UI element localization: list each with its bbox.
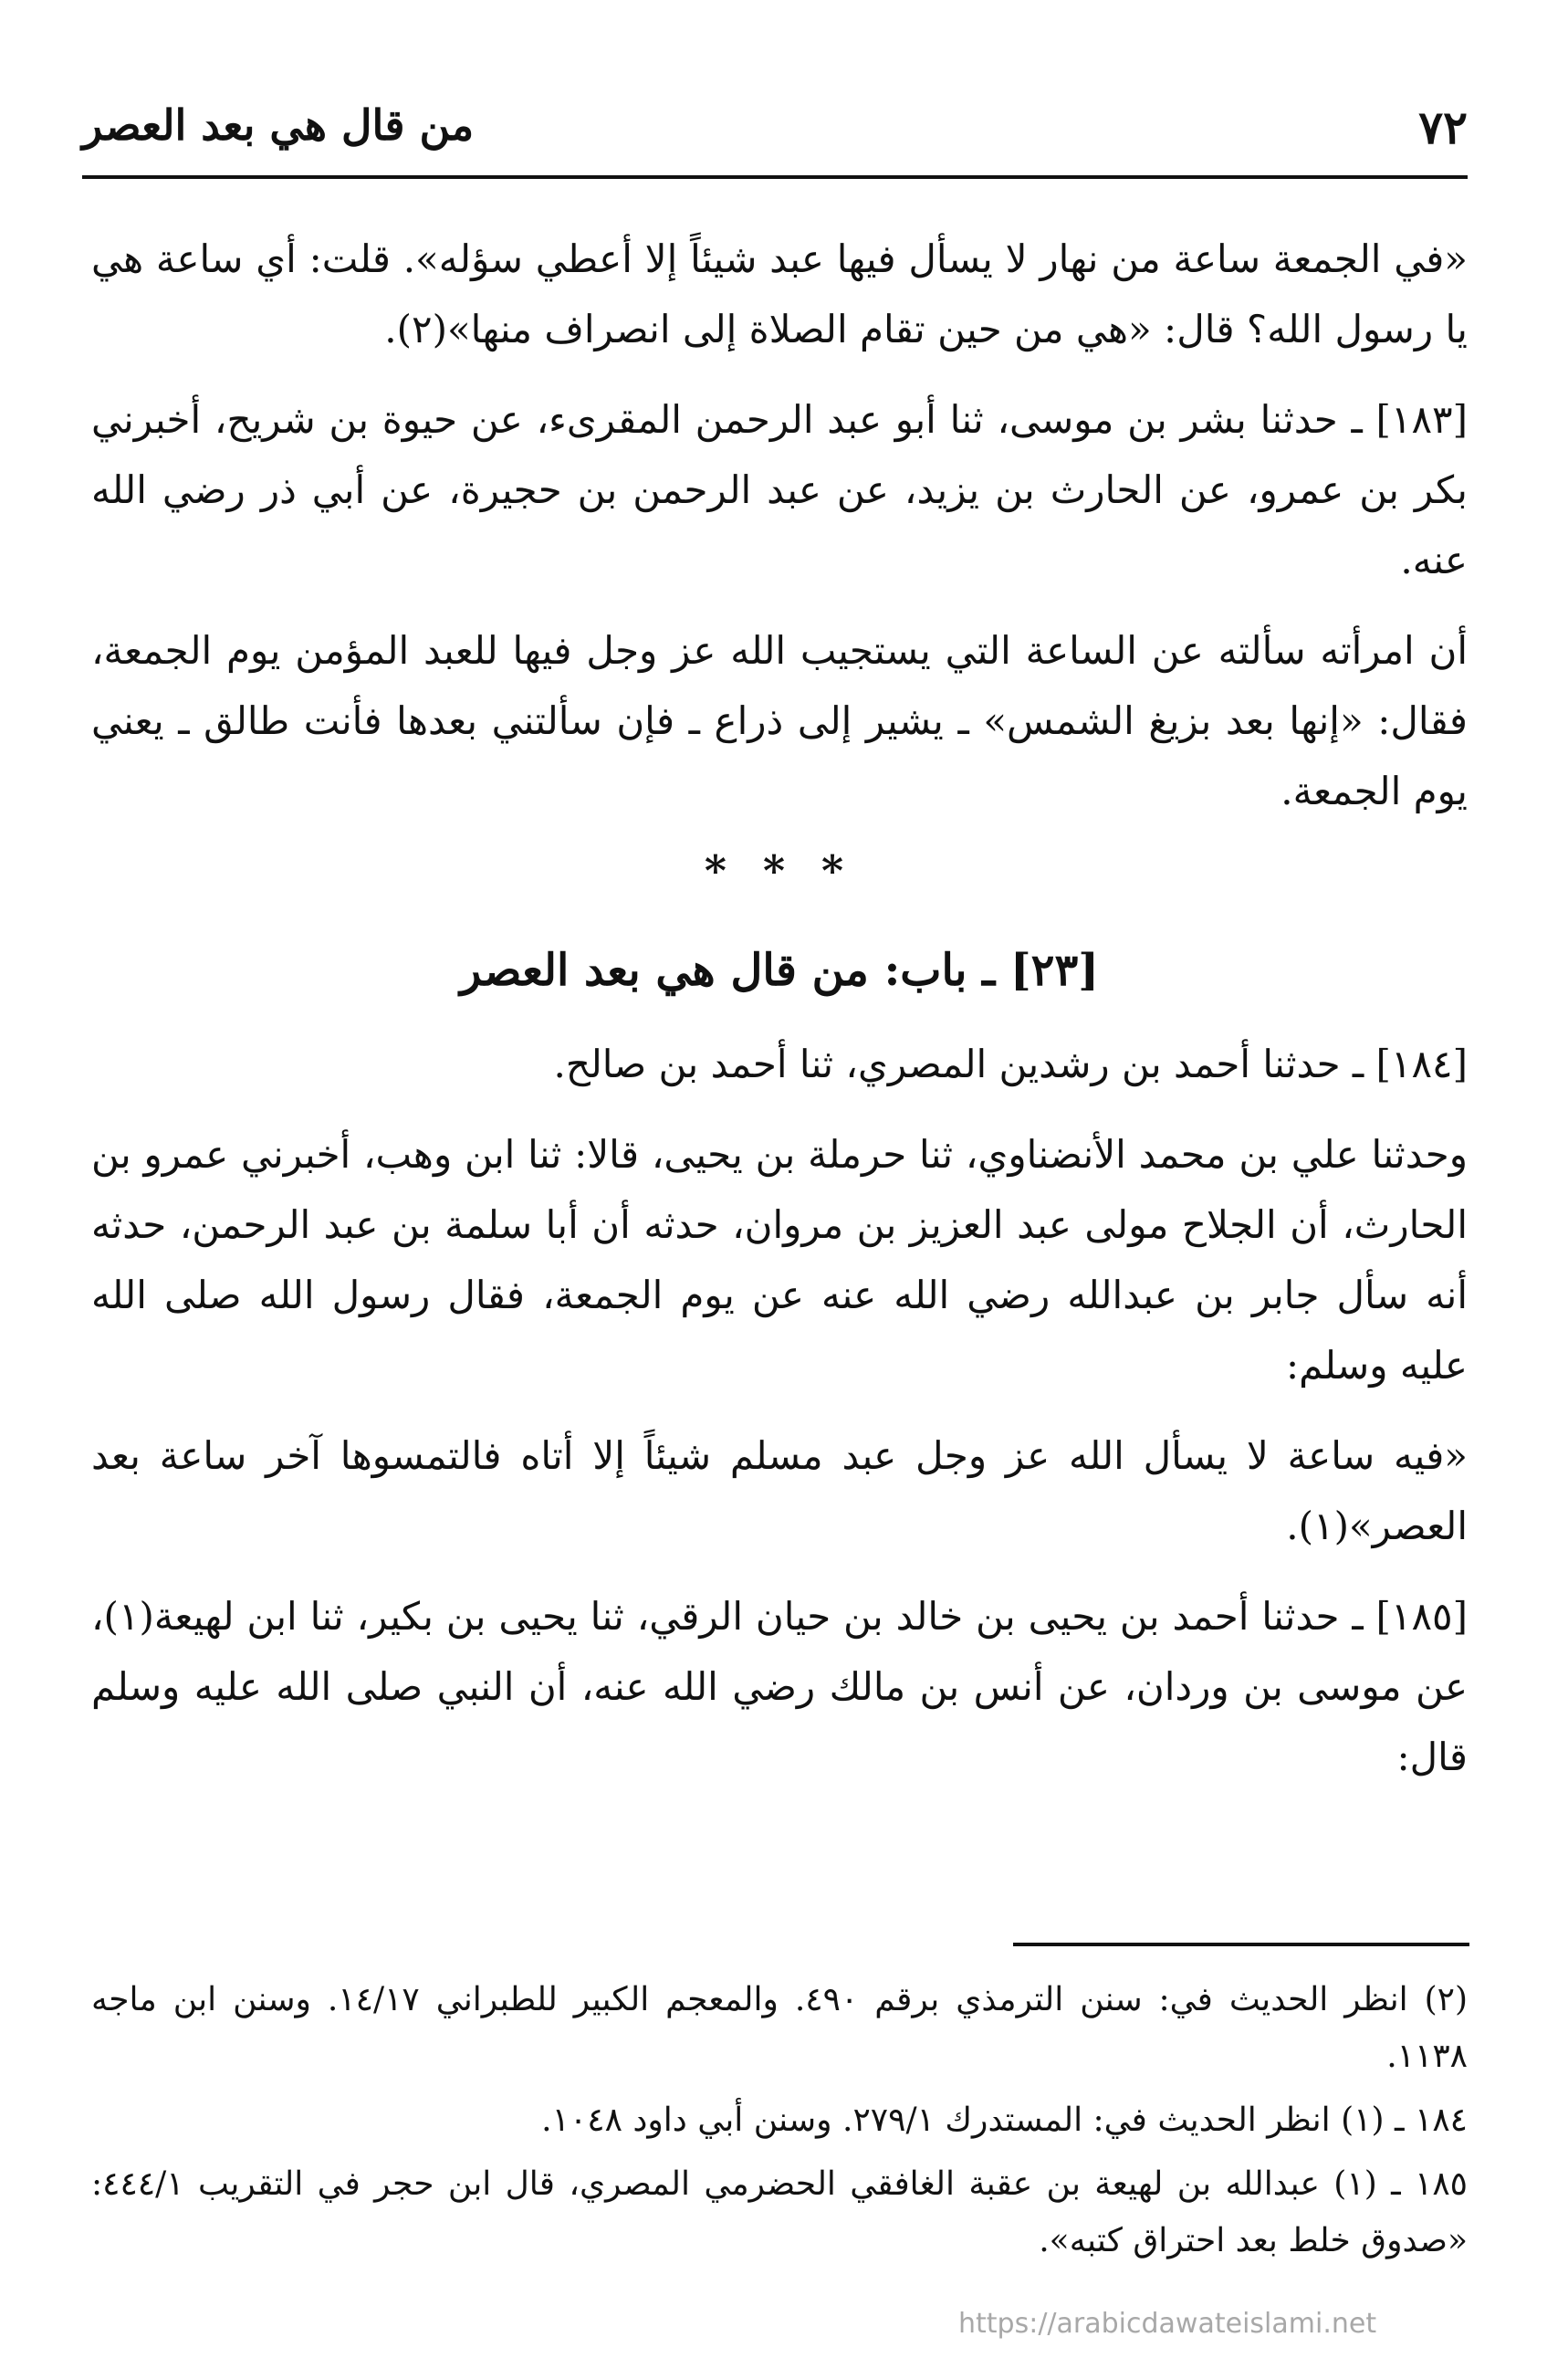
hadith-text-continuation: «في الجمعة ساعة من نهار لا يسأل فيها عبد شيئاً إلا أعطي سؤله». قلت: أي ساعة هي يا رسول الله؟ قال: «هي من حين تقام الصلاة إلى انصراف منها»(٢). [91,236,1468,351]
hadith-183-isnad: [١٨٣] ـ حدثنا بشر بن موسى، ثنا أبو عبد الرحمن المقرىء، عن حيوة بن شريح، أخبرني بكر بن عمرو، عن الحارث بن يزيد، عن عبد الرحمن بن حجيرة، عن أبي ذر رضي الله عنه. [91,397,1468,582]
hadith-183-matn: أن امرأته سألته عن الساعة التي يستجيب الله عز وجل فيها للعبد المؤمن يوم الجمعة، فقال: «إنها بعد بزيغ الشمس» ـ يشير إلى ذراع ـ فإن سألتني بعدها فأنت طالق ـ يعني يوم الجمعة. [91,628,1468,813]
hadith-184-matn: «فيه ساعة لا يسأل الله عز وجل عبد مسلم شيئاً إلا أتاه فالتمسوها آخر ساعة بعد العصر»(١). [91,1433,1468,1548]
hadith-184-isnad-continued: وحدثنا علي بن محمد الأنضناوي، ثنا حرملة بن يحيى، قالا: ثنا ابن وهب، أخبرني عمرو بن الحارث، أن الجلاح مولى عبد العزيز بن مروان، حدثه أن أبا سلمة بن عبد الرحمن، حدثه أنه سأل جابر بن عبدالله رضي الله عنه عن يوم الجمعة، فقال رسول الله صلى الله عليه وسلم: [91,1132,1468,1388]
header-divider [82,175,1468,179]
chapter-title: [٢٣] ـ باب: من قال هي بعد العصر [460,945,1099,996]
watermark-url: https://arabicdawateislami.net [958,2308,1377,2340]
footnote-2: ١٨٤ ـ (١) انظر الحديث في: المستدرك ٢٧٩/١. وسنن أبي داود ١٠٤٨. [541,2101,1468,2139]
main-text [91,224,1468,1812]
footnote-1: (٢) انظر الحديث في: سنن الترمذي برقم ٤٩٠. والمعجم الكبير للطبراني ١٤/١٧. وسنن ابن ماجه ١١٣٨. [91,1981,1469,2075]
hadith-184-isnad: [١٨٤] ـ حدثنا أحمد بن رشدين المصري، ثنا أحمد بن صالح. [553,1042,1468,1086]
footnotes [91,1972,1468,2277]
page-header [82,100,1468,173]
running-title: من قال هي بعد العصر [82,100,475,150]
footnote-3: ١٨٥ ـ (١) عبدالله بن لهيعة بن عقبة الغافقي الحضرمي المصري، قال ابن حجر في التقريب ٤٤٤/١: «صدوق خلط بعد احتراق كتبه». [91,2165,1469,2259]
page-number: ٧٢ [1418,100,1468,154]
footnote-divider [1013,1943,1469,1946]
hadith-185-isnad: [١٨٥] ـ حدثنا أحمد بن يحيى بن خالد بن حيان الرقي، ثنا يحيى بن بكير، ثنا ابن لهيعة(١)، عن موسى بن وردان، عن أنس بن مالك رضي الله عنه، أن النبي صلى الله عليه وسلم قال: [91,1594,1468,1779]
section-separator: * * * [704,846,855,896]
